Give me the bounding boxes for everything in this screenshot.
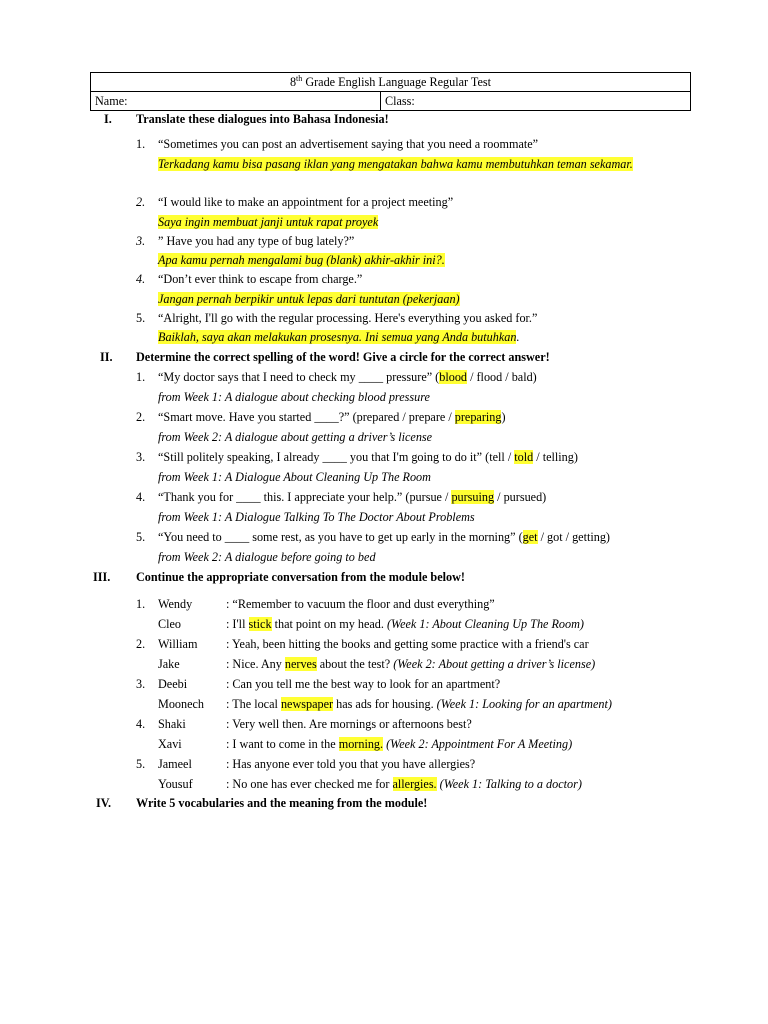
- s1-item5-answer: Baiklah, saya akan melakukan prosesnya. Ini semua yang Anda butuhkan.: [158, 330, 520, 344]
- s3-item2-num: 2.: [136, 637, 146, 651]
- s2-item5-text: “You need to ____ some rest, as you have to get up early in the morning” (get / got / getting): [158, 530, 610, 544]
- s3-item1-speaker2: Cleo: [158, 617, 182, 631]
- s1-item4-answer: Jangan pernah berpikir untuk lepas dari tuntutan (pekerjaan): [158, 292, 460, 306]
- s2-item4-text: “Thank you for ____ this. I appreciate your help.” (pursue / pursuing / pursued): [158, 490, 547, 504]
- s3-item5-speaker1: Jameel: [158, 757, 192, 771]
- s3-item3-speaker1: Deebi: [158, 677, 188, 691]
- s3-item4-speaker1: Shaki: [158, 717, 186, 731]
- class-field: Class:: [381, 92, 691, 111]
- s1-item2-text: “I would like to make an appointment for a project meeting”: [158, 195, 454, 209]
- s3-item3-line1: : Can you tell me the best way to look for an apartment?: [226, 677, 501, 691]
- s1-item1-num: 1.: [136, 137, 146, 151]
- s3-item4-num: 4.: [136, 717, 146, 731]
- section2-numeral: II.: [100, 350, 113, 364]
- section4-heading: Write 5 vocabularies and the meaning from the module!: [136, 796, 428, 810]
- s2-item4-num: 4.: [136, 490, 146, 504]
- s1-item5-num: 5.: [136, 311, 146, 325]
- test-title: 8th Grade English Language Regular Test: [91, 73, 691, 92]
- s1-item2-num: 2.: [136, 195, 146, 209]
- header-table: [90, 72, 691, 111]
- s3-item3-num: 3.: [136, 677, 146, 691]
- section2-heading: Determine the correct spelling of the word! Give a circle for the correct answer!: [136, 350, 550, 364]
- section1-numeral: I.: [104, 112, 112, 126]
- s2-item2-source: from Week 2: A dialogue about getting a driver’s license: [158, 430, 433, 444]
- s1-item1-answer: Terkadang kamu bisa pasang iklan yang mengatakan bahwa kamu membutuhkan teman sekamar.: [158, 157, 633, 171]
- s3-item1-speaker1: Wendy: [158, 597, 193, 611]
- section4-numeral: IV.: [96, 796, 112, 810]
- s3-item3-line2: : The local newspaper has ads for housing. (Week 1: Looking for an apartment): [226, 697, 612, 711]
- s1-item2-answer: Saya ingin membuat janji untuk rapat proyek: [158, 215, 379, 229]
- s2-item4-source: from Week 1: A Dialogue Talking To The Doctor About Problems: [158, 510, 475, 524]
- s2-item1-source: from Week 1: A dialogue about checking blood pressure: [158, 390, 430, 404]
- s3-item1-line2: : I'll stick that point on my head. (Week 1: About Cleaning Up The Room): [226, 617, 584, 631]
- s2-item3-num: 3.: [136, 450, 146, 464]
- s2-item1-num: 1.: [136, 370, 146, 384]
- s3-item2-line1: : Yeah, been hitting the books and getting some practice with a friend's car: [226, 637, 589, 651]
- s3-item5-speaker2: Yousuf: [158, 777, 193, 791]
- s1-item4-text: “Don’t ever think to escape from charge.”: [158, 272, 363, 286]
- s2-item2-text: “Smart move. Have you started ____?” (prepared / prepare / preparing): [158, 410, 506, 424]
- s3-item1-num: 1.: [136, 597, 146, 611]
- s1-item1-text: “Sometimes you can post an advertisement saying that you need a roommate”: [158, 137, 539, 151]
- s2-item2-num: 2.: [136, 410, 146, 424]
- s2-item3-text: “Still politely speaking, I already ____ you that I'm going to do it” (tell / told / telling): [158, 450, 578, 464]
- s3-item2-speaker2: Jake: [158, 657, 180, 671]
- s3-item3-speaker2: Moonech: [158, 697, 205, 711]
- s2-item5-num: 5.: [136, 530, 146, 544]
- s1-item4-num: 4.: [136, 272, 146, 286]
- s1-item3-text: ” Have you had any type of bug lately?”: [158, 234, 355, 248]
- section1-heading: Translate these dialogues into Bahasa Indonesia!: [136, 112, 389, 126]
- s3-item2-line2: : Nice. Any nerves about the test? (Week 2: About getting a driver’s license): [226, 657, 596, 671]
- s1-item5-text: “Alright, I'll go with the regular processing. Here's everything you asked for.”: [158, 311, 538, 325]
- s3-item4-line1: : Very well then. Are mornings or afternoons best?: [226, 717, 472, 731]
- s3-item4-line2: : I want to come in the morning. (Week 2: Appointment For A Meeting): [226, 737, 573, 751]
- s3-item4-speaker2: Xavi: [158, 737, 182, 751]
- s3-item5-line2: : No one has ever checked me for allergies. (Week 1: Talking to a doctor): [226, 777, 582, 791]
- s3-item1-line1: : “Remember to vacuum the floor and dust everything”: [226, 597, 495, 611]
- s3-item5-line1: : Has anyone ever told you that you have allergies?: [226, 757, 476, 771]
- s2-item1-text: “My doctor says that I need to check my ____ pressure” (blood / flood / bald): [158, 370, 537, 384]
- section3-numeral: III.: [93, 570, 111, 584]
- s1-item3-num: 3.: [136, 234, 146, 248]
- section3-heading: Continue the appropriate conversation from the module below!: [136, 570, 465, 584]
- s1-item3-answer: Apa kamu pernah mengalami bug (blank) akhir-akhir ini?.: [158, 253, 445, 267]
- s3-item5-num: 5.: [136, 757, 146, 771]
- s2-item3-source: from Week 1: A Dialogue About Cleaning Up The Room: [158, 470, 431, 484]
- s2-item5-source: from Week 2: A dialogue before going to bed: [158, 550, 376, 564]
- s3-item2-speaker1: William: [158, 637, 198, 651]
- name-field: Name:: [91, 92, 381, 111]
